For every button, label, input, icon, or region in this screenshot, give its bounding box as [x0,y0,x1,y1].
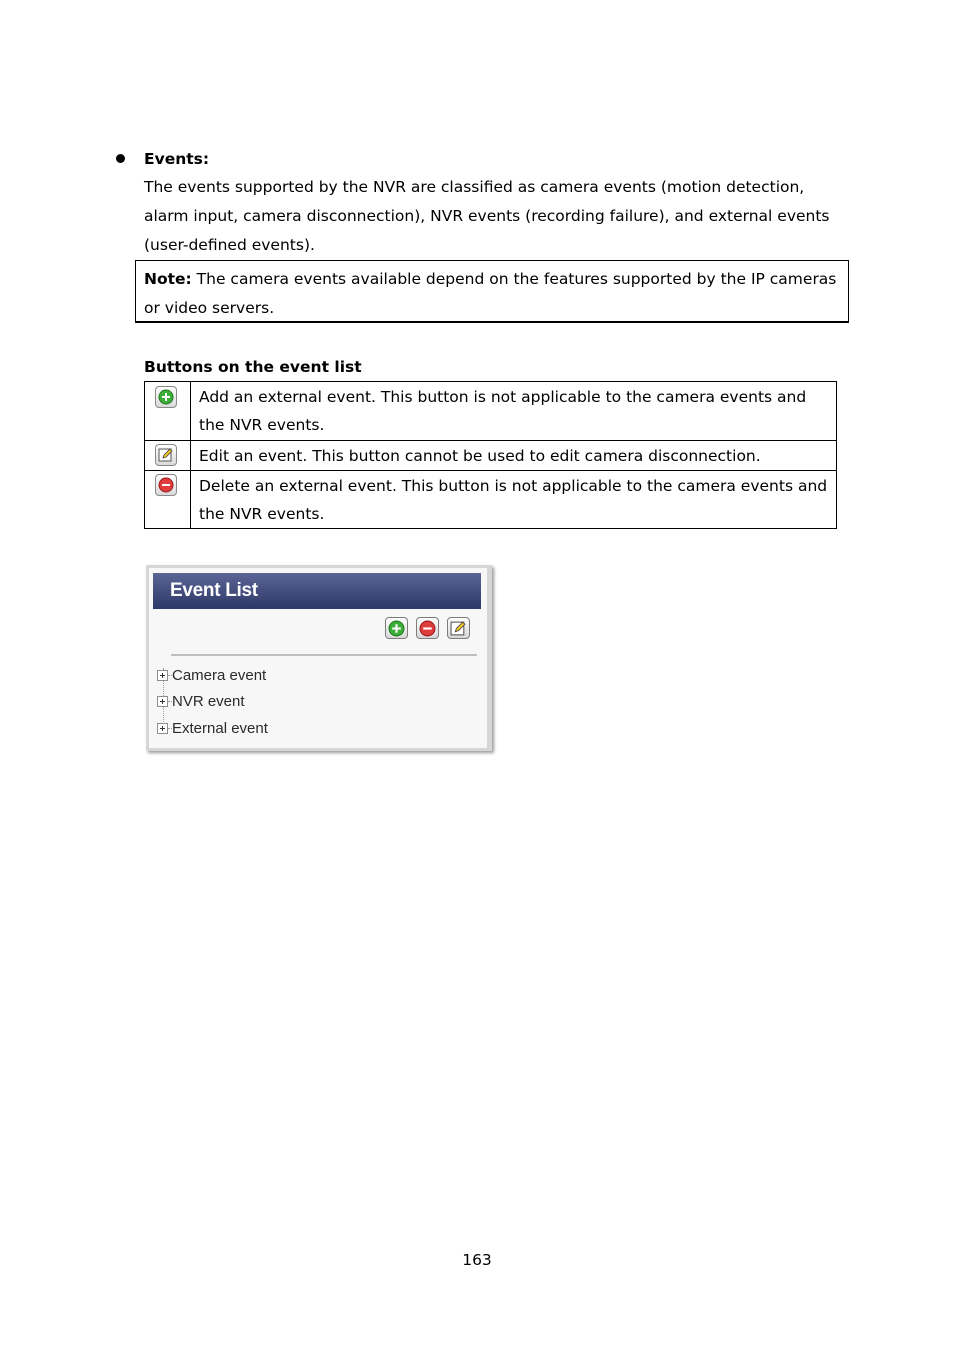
buttons-table [144,381,837,529]
section-paragraph: The events supported by the NVR are classified as camera events (motion detection, alarm input, camera disconnection), NVR events (recording failure), and external events (user-defined events). [144,178,830,254]
bullet-point [116,154,125,163]
table-row [145,471,837,529]
note-box [135,260,849,323]
page-number: 163 [462,1251,492,1269]
table-cell: Delete an external event. This button is not applicable to the camera events and the NVR events. [191,471,837,529]
edit-icon [155,444,177,466]
table-row [145,382,837,441]
edit-event-button[interactable] [447,617,470,639]
tree-item-label: NVR event [172,693,245,710]
expand-icon[interactable] [157,696,168,707]
add-icon [155,386,177,408]
note-text: The camera events available depend on the features supported by the IP cameras or video servers. [144,270,837,317]
table-cell: Edit an event. This button cannot be used to edit camera disconnection. [191,441,837,471]
add-event-button[interactable] [385,617,408,639]
add-icon [388,620,405,637]
buttons-table-title: Buttons on the event list [144,358,362,376]
section-heading: Events: [144,150,210,168]
expand-icon[interactable] [157,670,168,681]
table-cell: Add an external event. This button is not applicable to the camera events and the NVR events. [191,382,837,441]
expand-icon[interactable] [157,723,168,734]
delete-icon [155,474,177,496]
tree-item-label: External event [172,720,268,737]
event-list-panel [146,565,492,751]
tree-item-label: Camera event [172,667,267,684]
delete-event-button[interactable] [416,617,439,639]
edit-icon [450,620,467,637]
delete-icon [419,620,436,637]
event-list-title: Event List [153,573,481,609]
separator [171,654,477,656]
note-label: Note: [144,270,192,288]
table-row [145,441,837,471]
